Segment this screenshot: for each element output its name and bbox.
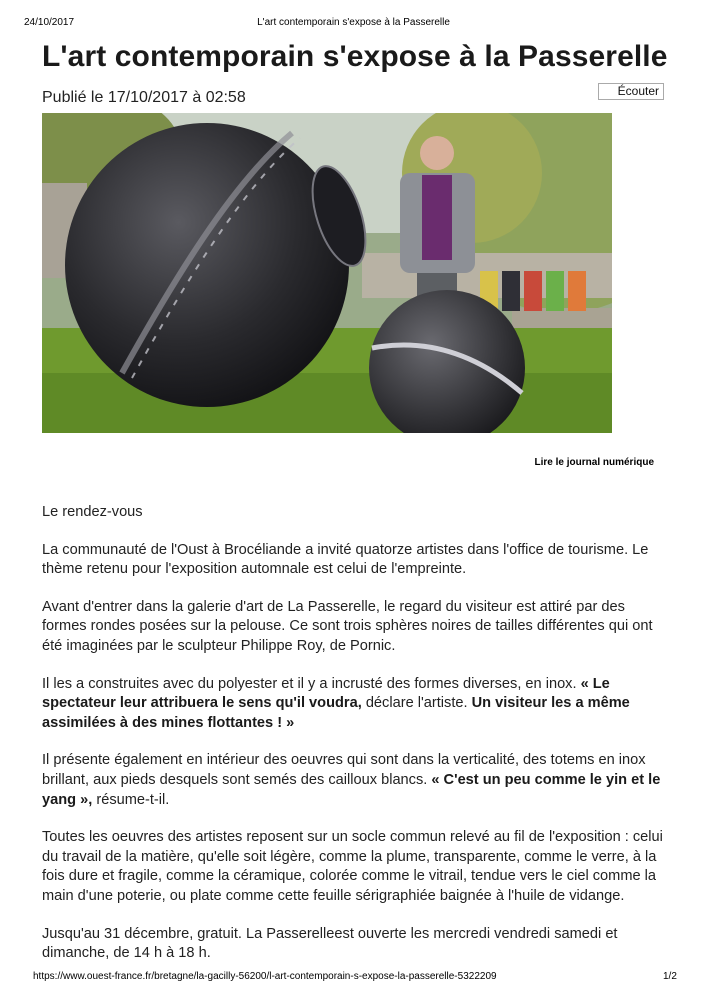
article-paragraph: Le rendez-vous	[42, 504, 143, 520]
article-paragraph: Toutes les oeuvres des artistes reposent sur un socle commun relevé au fil de l'exposition : celui du travail de la matière, qu'elle soit légère, comme la plume, transparente, comme le verre, à la fois dure et fragile, comme la céramique, colorée comme le vitrail, tendue vers le ciel comme la main d'une poterie, ou plate comme cette feuille sérigraphiée baignée à l'huile de vidange.	[42, 829, 663, 904]
print-page-number: 1/2	[663, 971, 677, 982]
paragraph-text: Il présente également en intérieur des oeuvres qui sont dans la verticalité, des totems en inox brillant, aux pieds desquels sont semés des cailloux blancs.	[42, 752, 646, 788]
publish-date: Publié le 17/10/2017 à 02:58	[42, 89, 246, 106]
paragraph-text: résume-t-il.	[92, 791, 170, 808]
print-date: 24/10/2017	[24, 17, 75, 28]
article-paragraph: La communauté de l'Oust à Brocéliande a invité quatorze artistes dans l'office de tourisme. Le thème retenu pour l'exposition automnale est celui de l'empreinte.	[42, 541, 649, 578]
article-paragraph: Jusqu'au 31 décembre, gratuit. La Passerelleest ouverte les mercredi vendredi samedi et dimanche, de 14 h à 18 h.	[42, 925, 618, 962]
quote-bold: « C'est un peu comme le yin et le yang »,	[42, 771, 661, 808]
quote-bold: « Le spectateur leur attribuera le sens qu'il voudra,	[42, 675, 610, 712]
article-paragraph	[42, 675, 667, 734]
article-body	[42, 503, 667, 982]
article-paragraph	[42, 751, 667, 810]
print-footer-url: https://www.ouest-france.fr/bretagne/la-gacilly-56200/l-art-contemporain-s-expose-la-passerelle-5322209	[33, 971, 497, 982]
print-page-title: L'art contemporain s'expose à la Passerelle	[257, 17, 450, 28]
article-headline: L'art contemporain s'expose à la Passerelle	[42, 40, 668, 73]
listen-button[interactable]: Écouter	[598, 83, 664, 100]
article-paragraph: Avant d'entrer dans la galerie d'art de La Passerelle, le regard du visiteur est attiré par des formes rondes posées sur la pelouse. Ce sont trois sphères noires de tailles différentes qui ont été imaginées par le sculpteur Philippe Roy, de Pornic.	[42, 598, 653, 654]
quote-bold: Un visiteur les a même assimilées à des mines flottantes ! »	[42, 695, 630, 731]
paragraph-text: Il les a construites avec du polyester et il y a incrusté des formes diverses, en inox.	[42, 675, 581, 692]
read-digital-paper-link[interactable]: Lire le journal numérique	[534, 457, 654, 468]
paragraph-text: déclare l'artiste.	[361, 695, 472, 712]
article-photo	[42, 113, 612, 433]
